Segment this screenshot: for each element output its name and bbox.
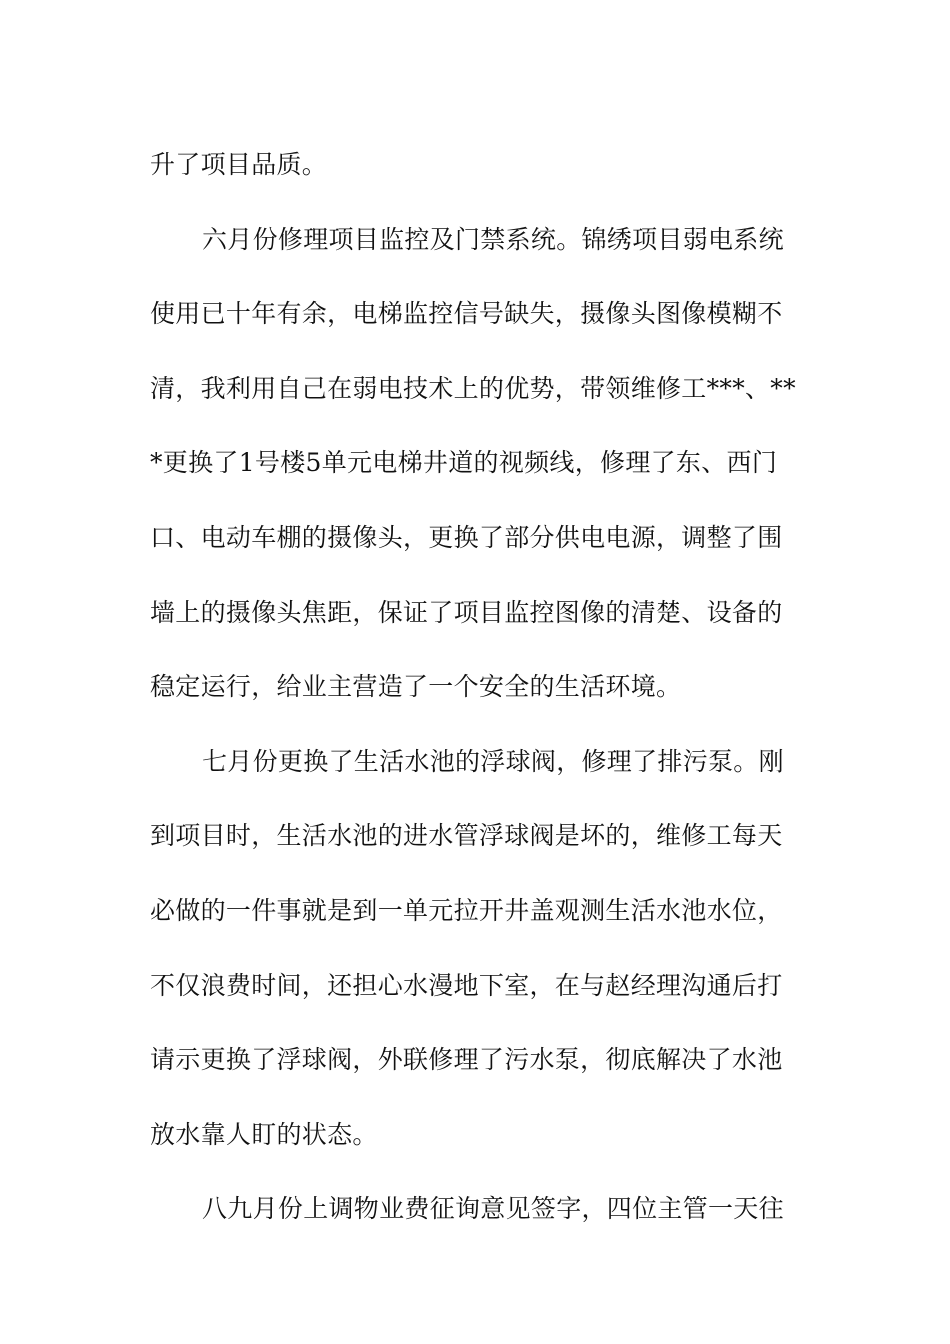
paragraph-start-line: 八九月份上调物业费征询意见签字，四位主管一天往 [202, 1194, 784, 1224]
text-line: *更换了1号楼5单元电梯井道的视频线，修理了东、西门 [150, 448, 778, 478]
text-line: 清，我利用自己在弱电技术上的优势，带领维修工***、** [150, 373, 796, 403]
text-line: 不仅浪费时间，还担心水漫地下室，在与赵经理沟通后打 [150, 970, 783, 1000]
text-line: 墙上的摄像头焦距，保证了项目监控图像的清楚、设备的 [150, 597, 783, 627]
text-line: 必做的一件事就是到一单元拉开井盖观测生活水池水位， [150, 895, 783, 925]
text-line: 升了项目品质。 [150, 150, 328, 179]
text-line: 请示更换了浮球阀，外联修理了污水泵，彻底解决了水池 [150, 1045, 783, 1075]
text-line: 放水靠人盯的状态。 [150, 1119, 378, 1149]
paragraph-start-line: 七月份更换了生活水池的浮球阀，修理了排污泵。刚 [202, 746, 784, 776]
paragraph-start-line: 六月份修理项目监控及门禁系统。锦绣项目弱电系统 [202, 224, 784, 254]
text-line: 到项目时，生活水池的进水管浮球阀是坏的，维修工每天 [150, 821, 783, 851]
text-line: 稳定运行，给业主营造了一个安全的生活环境。 [150, 672, 682, 702]
document-body [150, 128, 810, 1247]
text-line: 口、电动车棚的摄像头，更换了部分供电电源，调整了围 [150, 522, 783, 552]
text-line: 使用已十年有余，电梯监控信号缺失，摄像头图像模糊不 [150, 299, 783, 329]
